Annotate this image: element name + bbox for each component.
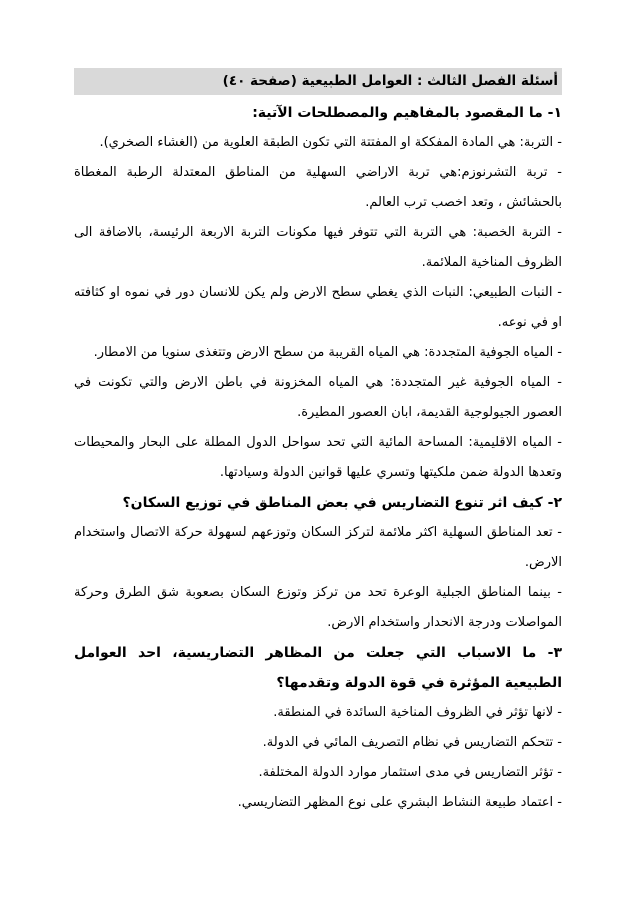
- q1-answer-6: - المياه الجوفية غير المتجددة: هي المياه المخزونة في باطن الارض والتي تكونت في العصور الجيولوجية القديمة، ابان العصور المطيرة.: [74, 375, 562, 420]
- q1-answer-5: - المياه الجوفية المتجددة: هي المياه القريبة من سطح الارض وتتغذى سنويا من الامطار.: [93, 345, 562, 360]
- q3-answer-4: - اعتماد طبيعة النشاط البشري على نوع المظهر التضاريسي.: [237, 795, 562, 810]
- question-1: ١- ما المقصود بالمفاهيم والمصطلحات الآتية:: [252, 105, 562, 121]
- q3-answer-3: - تؤثر التضاريس في مدى استثمار موارد الدولة المختلفة.: [258, 765, 562, 780]
- chapter-questions-header: أسئلة الفصل الثالث : العوامل الطبيعية (صفحة ٤٠): [74, 68, 562, 95]
- question-2: ٢- كيف اثر تنوع التضاريس في بعض المناطق في توزيع السكان؟: [122, 495, 562, 511]
- question-3: ٣- ما الاسباب التي جعلت من المظاهر التضاريسية، احد العوامل الطبيعية المؤثرة في قوة الدولة وتقدمها؟: [74, 645, 562, 691]
- q1-answer-7: - المياه الاقليمية: المساحة المائية التي تحد سواحل الدول المطلة على البحار والمحيطات وتعدها الدولة ضمن ملكيتها وتسري عليها قوانين الدولة وسيادتها.: [74, 435, 562, 480]
- q2-answer-2: - بينما المناطق الجبلية الوعرة تحد من تركز وتوزع السكان بصعوبة شق الطرق وحركة المواصلات ودرجة الانحدار واستخدام الارض.: [74, 585, 562, 630]
- q1-answer-3: - التربة الخصبة: هي التربة التي تتوفر فيها مكونات التربة الاربعة الرئيسة، بالاضافة الى الظروف المناخية الملائمة.: [74, 225, 562, 270]
- q2-answer-1: - تعد المناطق السهلية اكثر ملائمة لتركز السكان وتوزعهم لسهولة حركة الاتصال واستخدام الارض.: [74, 525, 562, 570]
- q1-answer-1: - التربة: هي المادة المفككة او المفتتة التي تكون الطبقة العلوية من (الغشاء الصخري).: [99, 135, 562, 150]
- q3-answer-1: - لانها تؤثر في الظروف المناخية السائدة في المنطقة.: [273, 705, 562, 720]
- q1-answer-2: - تربة التشرنوزم:هي تربة الاراضي السهلية من المناطق المعتدلة الرطبة المغطاة بالحشائش ، وتعد اخصب ترب العالم.: [74, 165, 562, 210]
- q3-answer-2: - تتحكم التضاريس في نظام التصريف المائي في الدولة.: [262, 735, 562, 750]
- q1-answer-4: - النبات الطبيعي: النبات الذي يغطي سطح الارض ولم يكن للانسان دور في نموه او كثافته او في نوعه.: [74, 285, 562, 330]
